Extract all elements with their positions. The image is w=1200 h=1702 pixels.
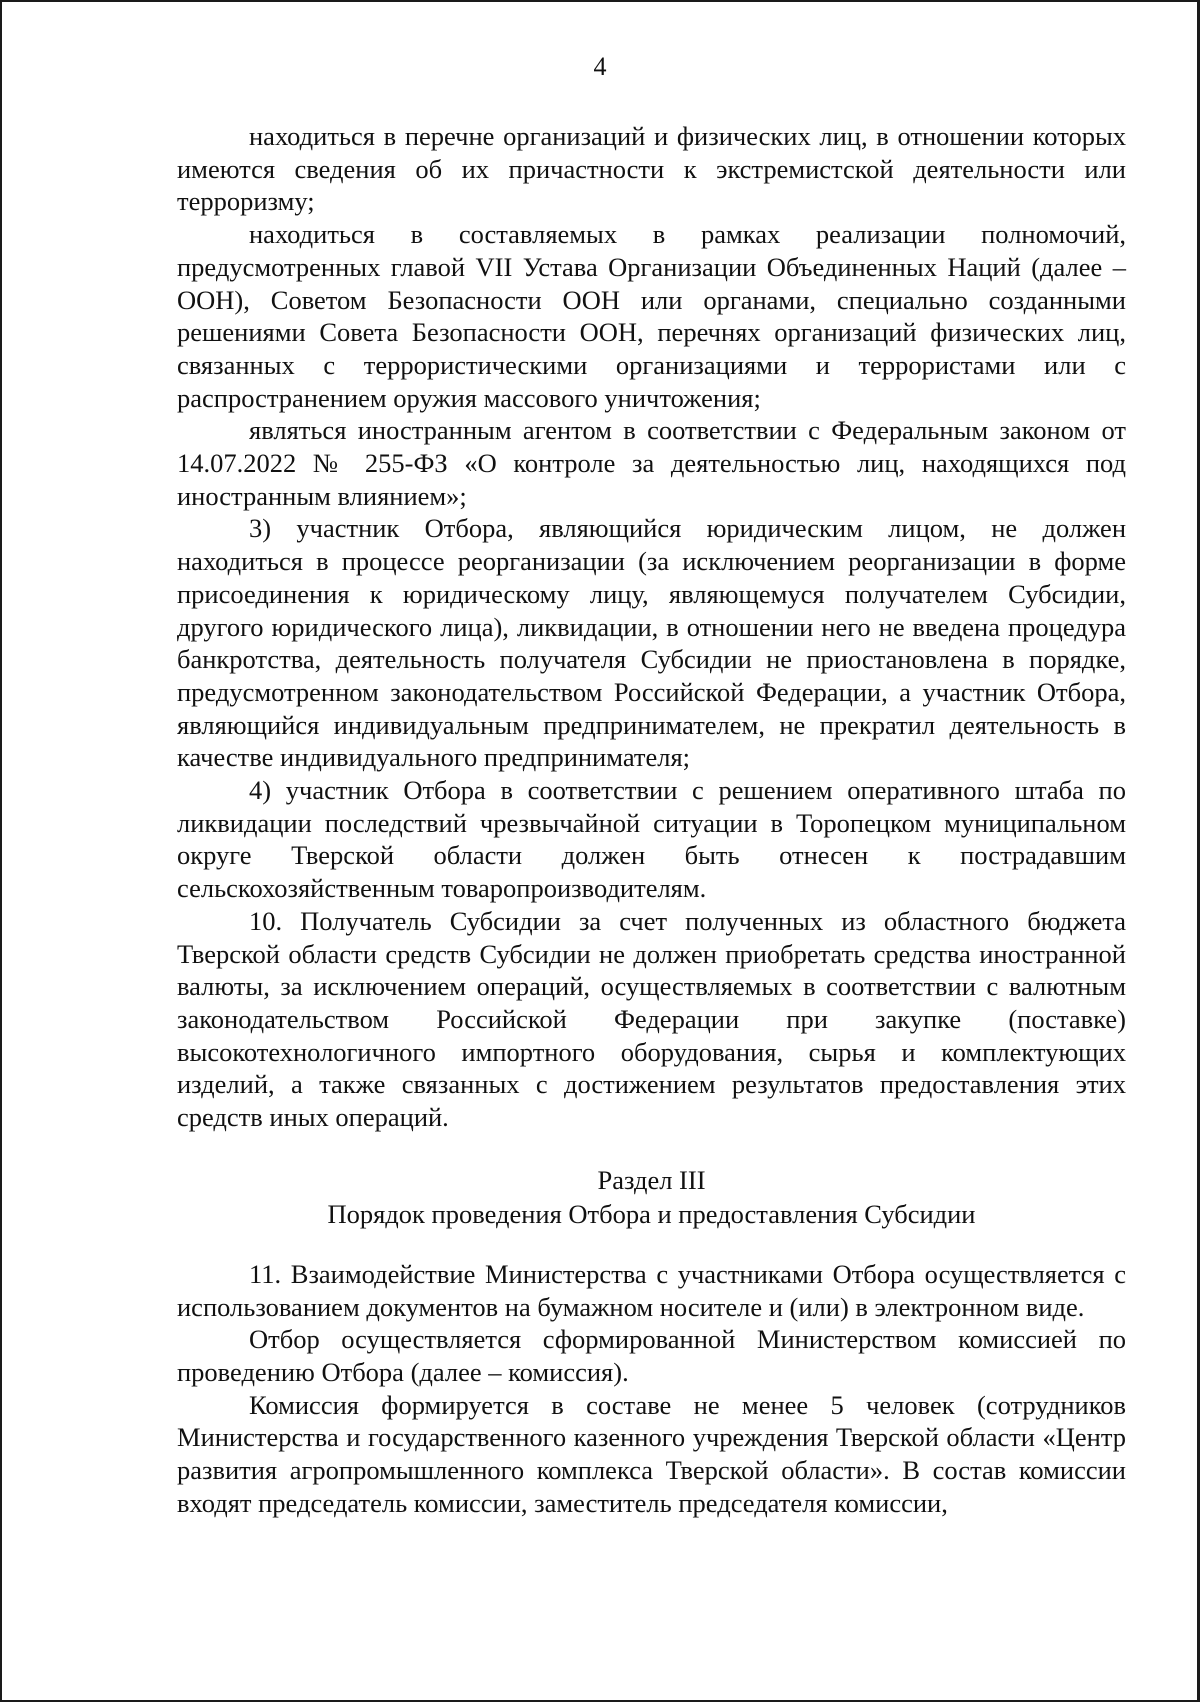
section-heading: Раздел III [597,1164,706,1195]
paragraph-item-4-emergency: 4) участник Отбора в соответствии с решением оперативного штаба по ликвидации последствий чрезвычайной ситуации в Торопецком муниципальном округе Тверской области должен быть отнесен к пострадавшим сельскохозяйственным товаропроизводителям. [177,775,1126,904]
section-header [177,1163,1126,1231]
paragraph-selection-commission: Отбор осуществляется сформированной Министерством комиссией по проведению Отбора (далее – комиссия). [177,1324,1126,1387]
document-body [177,120,1126,1519]
scan-border-top [0,0,1200,2]
paragraph-foreign-agent: являться иностранным агентом в соответствии с Федеральным законом от 14.07.2022 № 255-ФЗ «О контроле за деятельностью лиц, находящихся под иностранным влиянием»; [177,415,1126,511]
section-title: Порядок проведения Отбора и предоставления Субсидии [327,1198,976,1229]
paragraph-commission-composition: Комиссия формируется в составе не менее 5 человек (сотрудников Министерства и государственного казенного учреждения Тверской области «Центр развития агропромышленного комплекса Тверской области». В состав комиссии входят председатель комиссии, заместитель председателя комиссии, [177,1389,1126,1518]
paragraph-un-sanctions-list: находиться в составляемых в рамках реализации полномочий, предусмотренных главой VII Устава Организации Объединенных Наций (далее – ООН), Советом Безопасности ООН или органами, специально созданными решениями Совета Безопасности ООН, перечнях организаций физических лиц, связанных с террористическими организациями и террористами или с распространением оружия массового уничтожения; [177,219,1126,413]
paragraph-item-3-reorganization: 3) участник Отбора, являющийся юридическим лицом, не должен находиться в процессе реорганизации (за исключением реорганизации в форме присоединения к юридическому лицу, являющемуся получателем Субсидии, другого юридического лица), ликвидации, в отношении него не введена процедура банкротства, деятельность получателя Субсидии не приостановлена в порядке, предусмотренном законодательством Российской Федерации, а участник Отбора, являющийся индивидуальным предпринимателем, не прекратил деятельность в качестве индивидуального предпринимателя; [177,513,1126,773]
paragraph-clause-10: 10. Получатель Субсидии за счет полученных из областного бюджета Тверской области средств Субсидии не должен приобретать средства иностранной валюты, за исключением операций, осуществляемых в соответствии с валютным законодательством Российской Федерации при закупке (поставке) высокотехнологичного импортного оборудования, сырья и комплектующих изделий, а также связанных с достижением результатов предоставления этих средств иных операций. [177,905,1126,1133]
scan-border-left [0,0,2,1702]
page-number: 4 [593,52,607,81]
paragraph-clause-11: 11. Взаимодействие Министерства с участниками Отбора осуществляется с использованием документов на бумажном носителе и (или) в электронном виде. [177,1258,1126,1322]
paragraph-extremism-list: находиться в перечне организаций и физических лиц, в отношении которых имеются сведения об их причастности к экстремистской деятельности или терроризму; [177,121,1126,217]
